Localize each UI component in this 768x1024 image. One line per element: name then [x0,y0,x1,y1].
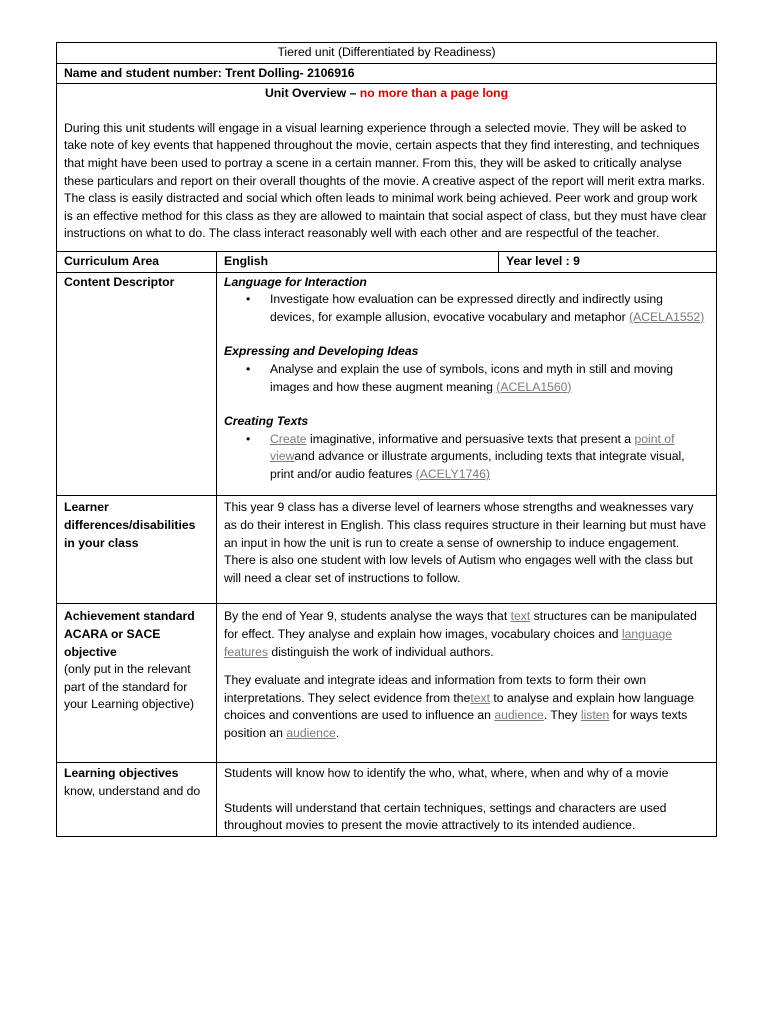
listen-link[interactable]: listen [580,708,610,723]
descriptor-heading-3: Creating Texts [224,414,309,429]
overview-label: Unit Overview – [264,86,357,101]
code-link-acela1560[interactable]: (ACELA1560) [496,379,572,394]
student-name: Name and student number: Trent Dolling- 2106916 [57,63,717,84]
point-of-view-link[interactable]: point of view [270,431,675,464]
learning-objectives-row [57,763,717,837]
audience-link[interactable]: audience [494,708,544,723]
descriptor-bullet-3: • Create imaginative, informative and persuasive texts that present a point of viewand advance or illustrate arguments, including texts that integrate visual, print and/or audio features (ACELY1746) [270,431,709,484]
learner-differences-label: Learner differences/disabilities in your class [57,496,217,604]
title-row [57,43,717,64]
descriptor-bullet-1: • Investigate how evaluation can be expressed directly and indirectly using devices, for example allusion, evocative vocabulary and metaphor (ACELA1552) [270,291,709,326]
achievement-para-2: They evaluate and integrate ideas and information from texts to form their own interpretations. They select evidence from thetext to analyse and explain how language choices and conventions are used to influence an audience. They listen for ways texts position an audience. [224,673,694,740]
learning-objective-understand: Students will understand that certain techniques, settings and characters are used throughout movies to present the movie attractively to its intended audience. [224,800,667,833]
language-features-link[interactable]: language features [224,627,673,659]
learner-differences-cell [217,496,717,604]
document-page [56,42,716,837]
content-descriptor-cell [217,272,717,496]
learner-differences-para-1: This year 9 class has a diverse level of learners whose strengths and weaknesses vary as do their interest in English. This class requires structure in their learning but must have an input in how the unit is run to create a sense of ownership to induce engagement. [224,500,707,550]
year-level: Year level : 9 [499,251,717,272]
learning-objectives-label [57,763,217,837]
curriculum-row [57,251,717,272]
text-link-2[interactable]: text [470,690,491,705]
descriptor-heading-2: Expressing and Developing Ideas [224,344,419,359]
learner-differences-para-2: There is also one student with low levels of Autism who engages well with the class but will need a clear set of instructions to follow. [224,553,693,585]
descriptor-heading-1: Language for Interaction [224,274,367,289]
learner-differences-row [57,496,717,604]
overview-row [57,84,717,252]
achievement-label-note: (only put in the relevant part of the standard for your Learning objective) [64,662,195,712]
achievement-standard-label [57,604,217,763]
text-link[interactable]: text [510,609,531,624]
code-link-acela1552[interactable]: (ACELA1552) [629,309,705,324]
code-link-acely1746[interactable]: (ACELY1746) [415,466,490,481]
overview-text: During this unit students will engage in a visual learning experience through a selected movie. They will be asked to take note of key events that happened throughout the movie, certain aspects that they find interesting, and techniques that might have been used to portray a scene in a certain manner. From this, they will be asked to critically analyse these particulars and report on their overall thoughts of the movie. A creative aspect of the report will merit extra marks. The class is easily distracted and social which often leads to minimal work being achieved. Peer work and group work is an effective method for this class as they are allowed to maintain that social aspect of class, but they must have clear instructions on what to do. The class interact reasonably well with each other and are respectful of the teacher. [64,120,707,241]
audience-link-2[interactable]: audience [286,726,336,740]
create-link[interactable]: Create [270,431,307,446]
name-row [57,63,717,84]
learning-objectives-rest: know, understand and do [64,783,201,798]
overview-heading [64,85,709,103]
unit-title: Tiered unit (Differentiated by Readiness) [57,43,717,64]
content-descriptor-label: Content Descriptor [57,272,217,496]
curriculum-area-value: English [217,251,499,272]
content-descriptor-row [57,272,717,496]
unit-overview-cell [57,84,717,252]
descriptor-bullet-2: • Analyse and explain the use of symbols, icons and myth in still and moving images and how these augment meaning (ACELA1560) [270,361,709,396]
learning-objectives-cell [217,763,717,837]
learning-objective-know: Students will know how to identify the who, what, where, when and why of a movie [224,766,669,780]
curriculum-area-label: Curriculum Area [57,251,217,272]
overview-note: no more than a page long [359,86,509,101]
learning-objectives-bold: Learning objectives [64,766,179,780]
achievement-standard-cell [217,604,717,763]
unit-plan-table [56,42,717,837]
achievement-standard-row [57,604,717,763]
achievement-label-bold: Achievement standard ACARA or SACE objective [64,609,195,659]
achievement-para-1: By the end of Year 9, students analyse the ways that text structures can be manipulated for effect. They analyse and explain how images, vocabulary choices and language features distinguish the work of individual authors. [224,609,697,659]
